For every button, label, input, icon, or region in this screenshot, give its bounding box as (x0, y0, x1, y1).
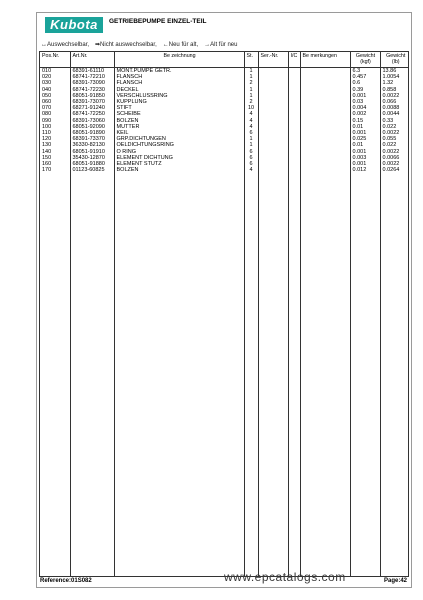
weight-lb-cell: 0.066 (380, 99, 409, 105)
legend-item: →Alt für neu (204, 42, 238, 48)
table-header-row (40, 52, 409, 68)
serial-cell (258, 68, 288, 75)
col-header-description: Be zeichnung (114, 52, 244, 68)
qty-cell: 6 (244, 155, 258, 161)
weight-lb-cell: 13.86 (380, 68, 409, 75)
art-cell: 68741-72230 (70, 87, 114, 93)
description-cell: ELEMENT DICHTUNG (114, 155, 244, 161)
weight-lb-cell: 0.055 (380, 136, 409, 142)
weight-kgf-cell: 0.01 (350, 142, 380, 148)
weight-kgf-cell: 0.457 (350, 74, 380, 80)
pos-cell: 070 (42, 105, 52, 112)
weight-kgf-cell: 0.001 (350, 149, 380, 155)
qty-cell: 4 (244, 111, 258, 117)
art-cell: 68391-73370 (70, 136, 114, 142)
pos-cell: 040 (42, 86, 52, 93)
qty-cell: 6 (244, 149, 258, 155)
weight-lb-cell: 0.858 (380, 87, 409, 93)
description-cell: SCHEIBE (114, 111, 244, 117)
legend (41, 41, 243, 48)
weight-lb-cell: 0.0088 (380, 105, 409, 111)
weight-lb-cell: 0.022 (380, 124, 409, 130)
table-filler-row (40, 173, 409, 576)
qty-cell: 4 (244, 118, 258, 124)
filler-cell (258, 173, 288, 576)
qty-cell: 1 (244, 87, 258, 93)
description-cell: DECKEL (114, 87, 244, 93)
pos-cell: 090 (42, 117, 52, 124)
weight-kgf-cell: 0.004 (350, 105, 380, 111)
art-cell: 35430-12870 (70, 155, 114, 161)
col-header-qty: St. (244, 52, 258, 68)
col-header-ic: I/C (288, 52, 300, 68)
qty-cell: 1 (244, 93, 258, 99)
art-cell: 68051-91850 (70, 93, 114, 99)
art-cell: 68391-61110 (70, 68, 114, 75)
filler-cell (288, 173, 300, 576)
description-cell: FLANSCH (114, 80, 244, 86)
weight-lb-cell: 0.0066 (380, 155, 409, 161)
description-cell: ELEMENT STUTZ (114, 161, 244, 167)
art-cell: 68391-73060 (70, 118, 114, 124)
weight-lb-cell: 0.33 (380, 118, 409, 124)
art-cell: 36330-82130 (70, 142, 114, 148)
weight-lb-cell: 1.32 (380, 80, 409, 86)
pos-cell: 080 (42, 111, 52, 118)
description-cell: BOLZEN (114, 118, 244, 124)
weight-lb-cell: 0.0022 (380, 161, 409, 167)
qty-cell: 1 (244, 142, 258, 148)
weight-lb-cell: 0.0044 (380, 111, 409, 117)
pos-cell: 160 (42, 161, 52, 168)
weight-kgf-cell: 0.002 (350, 111, 380, 117)
description-cell: MUTTER (114, 124, 244, 130)
qty-cell: 10 (244, 105, 258, 111)
art-cell: 68051-91910 (70, 149, 114, 155)
qty-cell: 6 (244, 130, 258, 136)
description-cell: KEIL (114, 130, 244, 136)
legend-item: ←Neu für alt, (162, 42, 199, 48)
pos-cell: 010 (42, 68, 52, 74)
description-cell: STIFT (114, 105, 244, 111)
description-cell: MONT.PUMPE GETR. (114, 68, 244, 75)
qty-cell: 2 (244, 99, 258, 105)
weight-lb-cell: 0.0022 (380, 93, 409, 99)
filler-cell (40, 173, 70, 576)
catalog-page (36, 12, 412, 588)
pos-cell: 150 (42, 154, 52, 161)
weight-lb-cell: 0.0022 (380, 149, 409, 155)
weight-kgf-cell: 0.6 (350, 80, 380, 86)
description-cell: BOLZEN (114, 167, 244, 173)
col-header-art: Art.Nr. (70, 52, 114, 68)
table-row (40, 68, 409, 75)
legend-item: ➡Nicht auswechselbar, (95, 42, 157, 48)
weight-lb-cell: 0.0022 (380, 130, 409, 136)
weight-kgf-cell: 0.001 (350, 93, 380, 99)
pos-cell: 100 (42, 123, 52, 130)
reference-label: Reference:01S082 (40, 578, 92, 584)
art-cell: 68391-73090 (70, 80, 114, 86)
qty-cell: 4 (244, 124, 258, 130)
col-header-weight-lb: Gewicht (lb) (380, 52, 409, 68)
col-header-serial: Ser.-Nr. (258, 52, 288, 68)
art-cell: 68051-91880 (70, 161, 114, 167)
art-cell: 01123-60825 (70, 167, 114, 173)
weight-kgf-cell: 6.3 (350, 68, 380, 75)
art-cell: 68741-72210 (70, 74, 114, 80)
filler-cell (350, 173, 380, 576)
weight-kgf-cell: 0.012 (350, 167, 380, 173)
description-cell: GRP.DICHTUNGEN (114, 136, 244, 142)
weight-lb-cell: 1.0054 (380, 74, 409, 80)
pos-cell: 110 (42, 130, 51, 137)
legend-item: ↔Auswechselbar, (41, 42, 90, 48)
description-cell: KUPPLUNG (114, 99, 244, 105)
art-cell: 68051-91890 (70, 130, 114, 136)
pos-cell: 060 (42, 99, 52, 106)
qty-cell: 1 (244, 74, 258, 80)
weight-kgf-cell: 0.15 (350, 118, 380, 124)
pos-cell: 120 (42, 136, 52, 143)
col-header-pos: Pos.Nr. (40, 52, 70, 68)
kubota-logo: Kubota (45, 17, 103, 33)
watermark-text: www.epcatalogs.com (224, 570, 346, 584)
weight-kgf-cell: 0.003 (350, 155, 380, 161)
weight-kgf-cell: 0.001 (350, 130, 380, 136)
art-cell: 68741-72250 (70, 111, 114, 117)
art-cell: 68051-92090 (70, 124, 114, 130)
art-cell: 68391-73070 (70, 99, 114, 105)
weight-kgf-cell: 0.03 (350, 99, 380, 105)
description-cell: VERSCHLUSSRING (114, 93, 244, 99)
parts-table (39, 51, 409, 577)
pos-cell: 050 (42, 92, 52, 99)
pos-cell: 140 (42, 148, 52, 155)
weight-kgf-cell: 0.025 (350, 136, 380, 142)
col-header-weight-kgf: Gewicht (kgf) (350, 52, 380, 68)
description-cell: FLANSCH (114, 74, 244, 80)
weight-kgf-cell: 0.39 (350, 87, 380, 93)
description-cell: O RING (114, 149, 244, 155)
page-title: GETRIEBEPUMPE EINZEL-TEIL (109, 18, 207, 25)
pos-cell: 030 (42, 80, 52, 87)
pos-cell: 130 (42, 142, 52, 149)
qty-cell: 1 (244, 68, 258, 75)
weight-lb-cell: 0.022 (380, 142, 409, 148)
weight-lb-cell: 0.0264 (380, 167, 409, 173)
remarks-cell (300, 68, 350, 75)
pos-cell: 170 (42, 167, 52, 174)
filler-cell (380, 173, 409, 576)
weight-kgf-cell: 0.01 (350, 124, 380, 130)
qty-cell: 4 (244, 167, 258, 173)
filler-cell (70, 173, 114, 576)
filler-cell (114, 173, 244, 576)
qty-cell: 1 (244, 136, 258, 142)
filler-cell (300, 173, 350, 576)
page-number: Page:42 (383, 578, 407, 584)
description-cell: OELDICHTUNGSRING (114, 142, 244, 148)
qty-cell: 6 (244, 161, 258, 167)
art-cell: 68271-91240 (70, 105, 114, 111)
col-header-remarks: Be merkungen (300, 52, 350, 68)
pos-cell: 020 (42, 74, 52, 81)
weight-kgf-cell: 0.001 (350, 161, 380, 167)
ic-cell (288, 68, 300, 75)
qty-cell: 2 (244, 80, 258, 86)
filler-cell (244, 173, 258, 576)
